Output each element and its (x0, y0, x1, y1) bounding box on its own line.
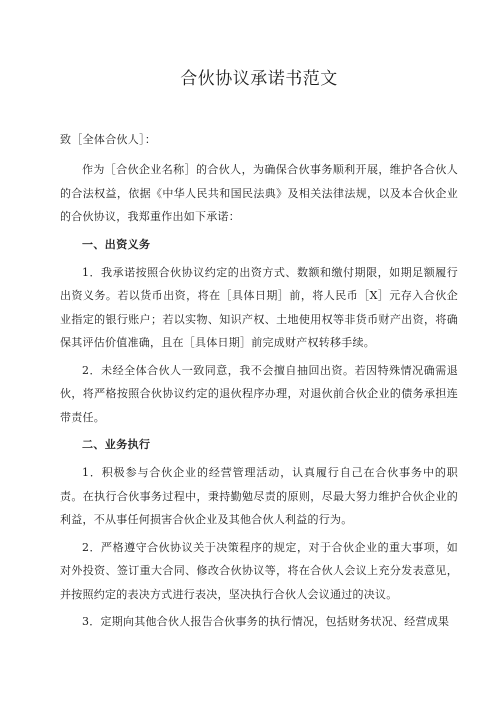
section-heading: 一、出资义务 (82, 237, 151, 251)
section-paragraph: 1．积极参与合伙企业的经营管理活动，认真履行自己在合伙事务中的职责。在执行合伙事务过程中，秉持勤勉尽责的原则，尽最大努力维护合伙企业的利益，不从事任何损害合伙企业及其他合伙人利益的行为。 (60, 466, 458, 526)
document-title: 合伙协议承诺书范文 (180, 69, 338, 89)
intro-paragraph: 作为［合伙企业名称］的合伙人，为确保合伙事务顺利开展，维护各合伙人的合法权益，依据《中华人民共和国民法典》及相关法律法规，以及本合伙企业的合伙协议，我郑重作出如下承诺： (60, 163, 458, 223)
salutation: 致［全体合伙人］： (60, 133, 157, 146)
section-heading: 二、业务执行 (82, 438, 151, 451)
section-capital-contribution (60, 233, 458, 430)
section-paragraph: 2．未经全体合伙人一致同意，我不会擅自抽回出资。若因特殊情况确需退伙，将严格按照合伙协议约定的退伙程序办理，对退伙前合伙企业的债务承担连带责任。 (60, 363, 458, 424)
section-paragraph: 2．严格遵守合伙协议关于决策程序的规定，对于合伙企业的重大事项，如对外投资、签订重大合同、修改合伙协议等，将在合伙人会议上充分发表意见，并按照约定的表决方式进行表决，坚决执行合伙人会议通过的决议。 (60, 540, 458, 601)
section-paragraph: 3．定期向其他合伙人报告合伙事务的执行情况，包括财务状况、经营成果 (82, 615, 450, 628)
section-paragraph: 1．我承诺按照合伙协议约定的出资方式、数额和缴付期限，如期足额履行出资义务。若以货币出资，将在［具体日期］前，将人民币［X］元存入合伙企业指定的银行账户；若以实物、知识产权、土地使用权等非货币财产出资，将确保其评估价值准确，且在［具体日期］前完成财产权转移手续。 (60, 265, 458, 349)
section-business-execution (60, 433, 458, 634)
